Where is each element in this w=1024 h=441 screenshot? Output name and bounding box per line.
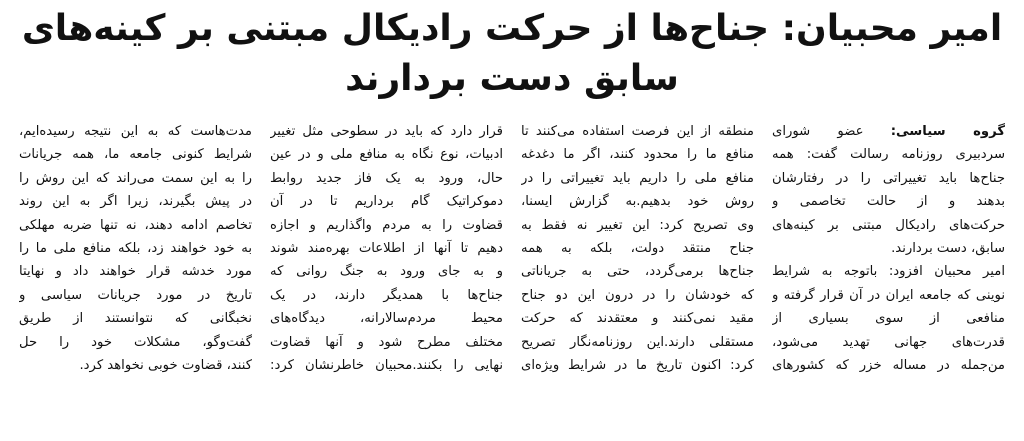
- column-line: منافع ملی را داریم باید تغییراتی را در: [521, 170, 754, 186]
- column-line: به خود خواهند زد، بلکه منافع ملی ما را: [19, 241, 252, 257]
- column-line: منطقه از این فرصت استفاده می‌کنند تا: [521, 124, 754, 139]
- column-4: [10, 120, 261, 435]
- column-line: ادبیات، نوع نگاه به منافع ملی و در عین: [270, 147, 503, 163]
- column-line: حرکت‌های رادیکال مبتنی بر کینه‌های: [772, 217, 1005, 233]
- column-3: [261, 120, 512, 435]
- column-1: [763, 120, 1014, 435]
- column-line: من‌جمله در مساله خزر که کشورهای: [772, 358, 1005, 374]
- article-columns: [10, 120, 1014, 435]
- column-line: مدت‌هاست که به این نتیجه رسیده‌ایم،: [19, 124, 252, 139]
- headline-line-2: سابق دست بردارند: [345, 58, 679, 99]
- headline: [10, 6, 1014, 108]
- column-line: و به جای ورود به جنگ روانی که: [270, 264, 503, 280]
- column-line: دموکراتیک گام برداریم تا در آن: [270, 194, 503, 210]
- column-line: مختلف مطرح شود و آنها قضاوت: [270, 334, 503, 350]
- column-line: قدرت‌های جهانی تهدید می‌شود،: [772, 334, 1005, 350]
- column-line: تاریخ در مورد جریانات سیاسی و: [19, 287, 252, 303]
- column-line: شرایط کنونی جامعه ما، همه جریانات: [19, 147, 252, 163]
- column-line: دهیم تا آنها از اطلاعات بهره‌مند شوند: [270, 241, 503, 257]
- column-line: سابق، دست بردارند.: [891, 241, 1005, 257]
- column-line: جناح‌ها با همدیگر دارند، در یک: [270, 287, 503, 303]
- column-line: روش خود بدهیم.به گزارش ایسنا،: [521, 194, 754, 210]
- headline-line-1: امیر محبیان: جناح‌ها از حرکت رادیکال مبتنی بر کینه‌های: [21, 8, 1003, 49]
- column-line: مورد خدشه قرار خواهند داد و نهایتا: [19, 264, 252, 280]
- column-line: کرد: اکنون تاریخ ما در شرایط ویژه‌ای: [521, 358, 754, 374]
- column-line: گفت‌وگو، مشکلات خود را حل: [19, 334, 252, 350]
- kicker: گروه سیاسی:: [890, 124, 1005, 139]
- column-line: بدهند و از حالت تخاصمی و: [772, 194, 1005, 210]
- column-line: جناح‌ها برمی‌گردد، حتی به جریاناتی: [521, 264, 754, 280]
- column-line: جناح‌ها باید تغییراتی را در رفتارشان: [772, 170, 1005, 186]
- column-line: محیط مردم‌سالارانه، دیدگاه‌های: [270, 311, 503, 327]
- column-line: که خودشان را در درون این دو جناح: [521, 287, 754, 303]
- column-line: نهایی را بکنند.محبیان خاطرنشان کرد:: [270, 358, 503, 374]
- column-line: را به این سمت می‌راند که این روش را: [19, 170, 252, 186]
- column-line: گروه سیاسی: عضو شورای: [772, 124, 1005, 139]
- column-line: کنند، قضاوت خوبی نخواهد کرد.: [79, 358, 252, 374]
- column-line: جناح منتقد دولت، بلکه به همه: [521, 241, 754, 257]
- column-2: [512, 120, 763, 435]
- column-line: تخاصم ادامه دهند، نه تنها ضربه مهلکی: [19, 217, 252, 233]
- column-line: امیر محبیان افزود: باتوجه به شرایط: [772, 264, 1005, 280]
- column-line: مقید نمی‌کنند و معتقدند که حرکت: [521, 311, 754, 327]
- column-line: مستقلی دارند.این روزنامه‌نگار تصریح: [521, 334, 754, 350]
- column-line: قضاوت را به مردم واگذاریم و اجازه: [270, 217, 503, 233]
- column-line: قرار دارد که باید در سطوحی مثل تغییر: [270, 124, 503, 139]
- column-line: منافعی از سوی بسیاری از: [772, 311, 1005, 327]
- column-line: منافع ما را محدود کنند، اگر ما دغدغه: [521, 147, 754, 163]
- column-line: سردبیری روزنامه رسالت گفت: همه: [772, 147, 1005, 163]
- column-line: نوینی که جامعه ایران در آن قرار گرفته و: [772, 287, 1005, 303]
- column-line: در پیش بگیرند، زیرا اگر به این روند: [19, 194, 252, 210]
- column-line: حال، ورود به یک فاز جدید روابط: [270, 170, 503, 186]
- column-line: وی تصریح کرد: این تغییر نه فقط به: [521, 217, 754, 233]
- column-line: نخبگانی که نتوانستند از طریق: [19, 311, 252, 327]
